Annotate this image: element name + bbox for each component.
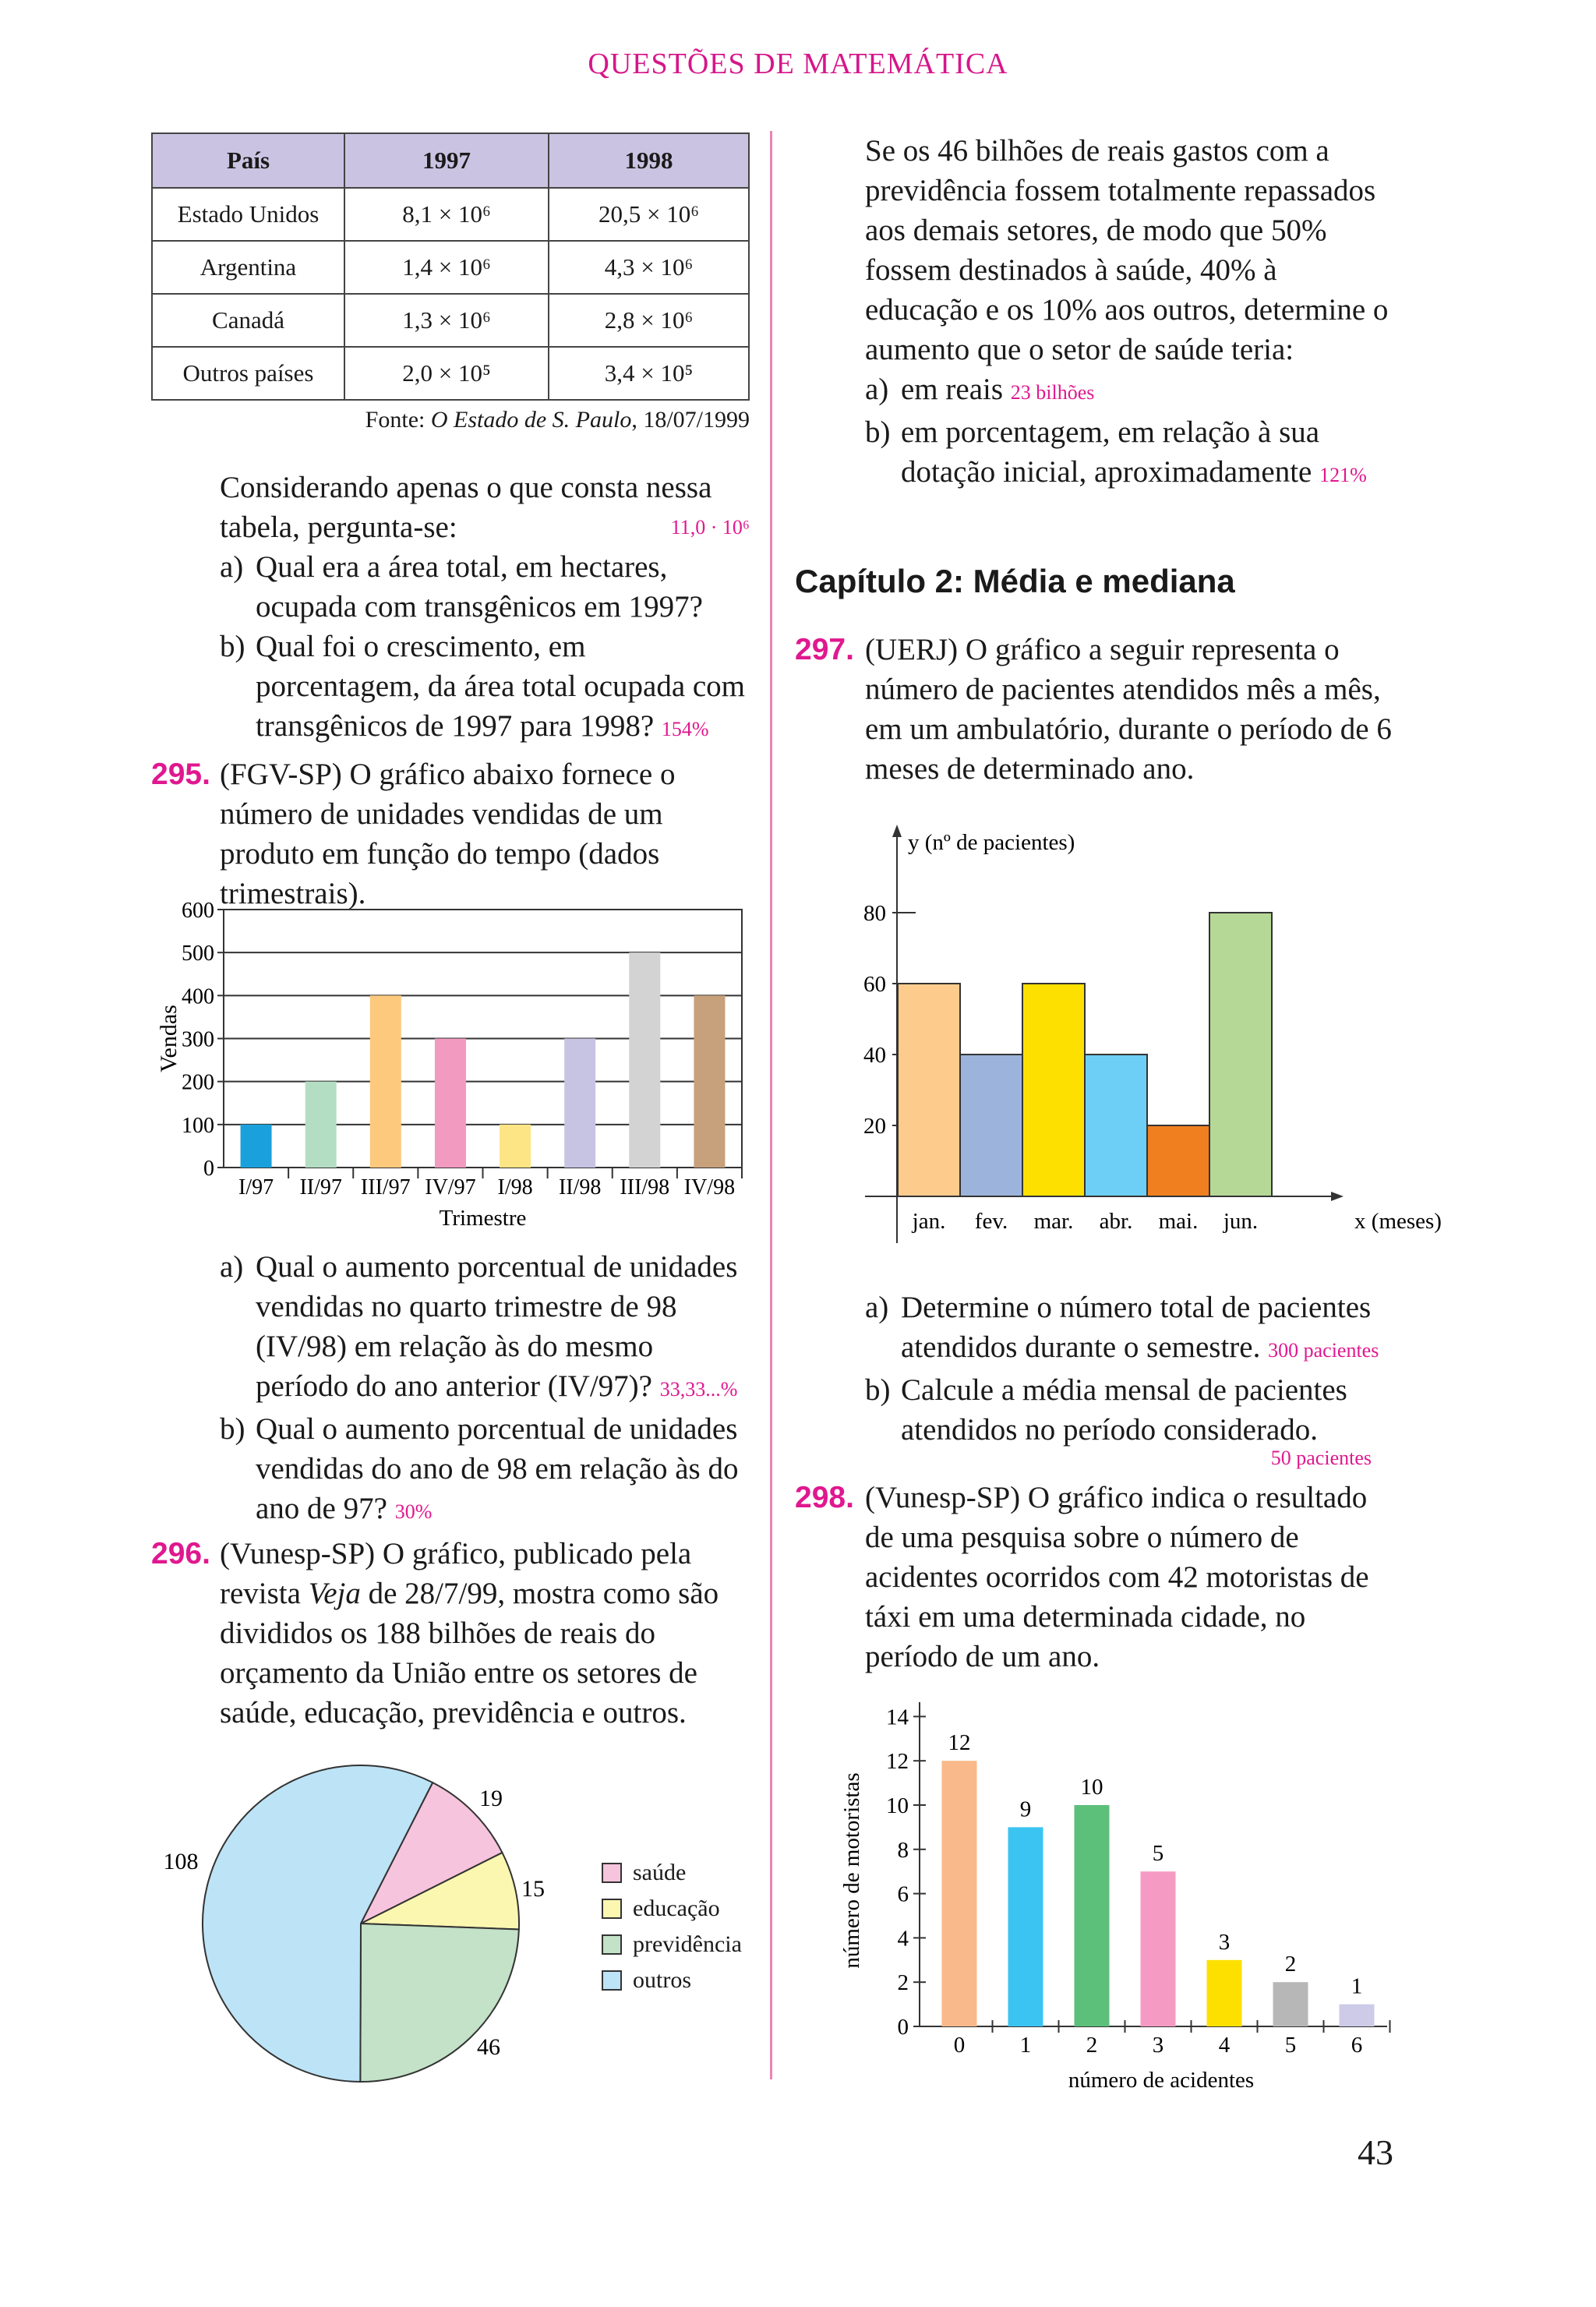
- item-text: em porcentagem, em relação à sua dotação inicial, aproximadamente: [901, 415, 1320, 489]
- legend-label: outros: [633, 1967, 691, 1993]
- q295-item-a: [220, 1247, 750, 1409]
- x-axis-label: x (meses): [1354, 1209, 1442, 1234]
- item-text: Qual o aumento porcentual de unidades vendidas no quarto trimestre de 98 (IV/98) em relação às do mesmo período do ano anterior (IV/97)?: [256, 1250, 738, 1403]
- y-tick-label: 2: [897, 1970, 909, 1996]
- item-text: Determine o número total de pacientes atendidos durante o semestre.: [901, 1291, 1372, 1364]
- magazine-name: Veja: [308, 1577, 361, 1610]
- patients-bar-chart: [842, 818, 1442, 1255]
- item-label: b): [220, 1412, 245, 1446]
- q297-item-b: [865, 1370, 1395, 1450]
- y-axis-label: Vendas: [156, 1005, 182, 1072]
- x-axis-label: número de acidentes: [1068, 2068, 1255, 2093]
- x-tick-label: III/97: [360, 1175, 411, 1199]
- item-label: a): [220, 550, 244, 584]
- q297-answer-b: 50 pacientes: [1270, 1447, 1372, 1469]
- x-tick-label: IV/97: [425, 1175, 476, 1199]
- q296-answer-a: 23 bilhões: [1010, 381, 1095, 404]
- chapter-heading: Capítulo 2: Média e mediana: [795, 563, 1235, 599]
- bar: [1022, 984, 1085, 1196]
- page-header: QUESTÕES DE MATEMÁTICA: [588, 48, 1008, 80]
- x-tick-label: fev.: [974, 1209, 1008, 1234]
- q295-answer-b: 30%: [394, 1500, 433, 1523]
- legend-swatch: [602, 1970, 622, 1991]
- legend-item: [602, 1927, 742, 1963]
- table-cell: 3,4 × 10⁵: [549, 347, 749, 400]
- chart-plot: [863, 825, 1442, 1243]
- bar: [1207, 1960, 1242, 2026]
- bar: [898, 984, 960, 1196]
- q294-block: [220, 468, 750, 749]
- x-tick-label: 3: [1152, 2033, 1164, 2058]
- page-number: 43: [1358, 2132, 1393, 2172]
- pie-legend: [602, 1855, 742, 1998]
- question-number: 296.: [151, 1537, 210, 1570]
- y-tick-label: 0: [203, 1157, 214, 1181]
- q294-answer-b: 154%: [661, 718, 709, 740]
- bar: [694, 995, 725, 1168]
- table-cell: Canadá: [152, 294, 344, 347]
- table-row: [152, 188, 749, 241]
- q296-block: [151, 1534, 750, 1733]
- bar: [1273, 1982, 1308, 2026]
- bar: [1008, 1827, 1043, 2026]
- y-tick-label: 60: [863, 972, 886, 997]
- x-tick-label: 5: [1284, 2033, 1297, 2058]
- table-cell: Estado Unidos: [152, 188, 344, 241]
- item-label: b): [865, 1373, 891, 1407]
- item-label: a): [865, 373, 889, 406]
- x-tick-label: jun.: [1223, 1209, 1259, 1234]
- table-cell: 1,3 × 10⁶: [344, 294, 549, 347]
- q296-answer-b: 121%: [1319, 464, 1367, 486]
- q297-items: [865, 1288, 1395, 1470]
- x-axis-arrow: [1331, 1192, 1344, 1201]
- q297-block: [795, 630, 1395, 789]
- q296-statement: [151, 1534, 750, 1733]
- data-label: 12: [948, 1730, 971, 1756]
- data-label: 5: [1152, 1841, 1164, 1867]
- item-text: Qual o aumento porcentual de unidades vendidas do ano de 98 em relação às do ano de 97?: [256, 1412, 739, 1525]
- x-tick-label: 0: [953, 2033, 966, 2058]
- source-prefix: Fonte:: [365, 407, 431, 433]
- x-tick-label: 4: [1218, 2033, 1231, 2058]
- table-source: [365, 407, 750, 433]
- legend-label: previdência: [633, 1931, 742, 1957]
- table-header: 1997: [344, 133, 549, 188]
- table-cell: Outros países: [152, 347, 344, 400]
- column-divider: [770, 131, 772, 2079]
- slice-label: 108: [163, 1849, 199, 1874]
- bar: [370, 995, 401, 1168]
- q294-answer-a: 11,0 · 10⁶: [670, 516, 750, 539]
- question-text: (UERJ) O gráfico a seguir representa o número de pacientes atendidos mês a mês, em um ambulatório, durante o período de 6 meses de determinado ano.: [865, 633, 1392, 786]
- table-row: [152, 347, 749, 400]
- x-tick-label: II/97: [299, 1175, 342, 1199]
- table-header: País: [152, 133, 344, 188]
- y-tick-label: 40: [863, 1043, 886, 1068]
- legend-item: [602, 1855, 742, 1891]
- q297-statement: [795, 630, 1395, 789]
- slice-label: 19: [479, 1786, 503, 1811]
- bar: [1340, 2005, 1375, 2026]
- table-cell: 1,4 × 10⁶: [344, 241, 549, 294]
- item-text: em reais: [901, 373, 1004, 406]
- question-text-pre: (Vunesp-SP) O gráfico, publicado pela revista: [220, 1537, 692, 1610]
- slice-label: 46: [477, 2034, 500, 2060]
- item-text: Calcule a média mensal de pacientes atendidos no período considerado.: [901, 1373, 1347, 1447]
- x-tick-label: IV/98: [683, 1175, 736, 1199]
- bar: [629, 952, 660, 1168]
- y-tick-label: 10: [886, 1793, 909, 1818]
- question-number: 297.: [795, 633, 854, 666]
- legend-item: [602, 1891, 742, 1927]
- q294-item-b: [220, 627, 750, 749]
- table-header-row: [152, 133, 749, 188]
- x-tick-label: III/98: [620, 1175, 670, 1199]
- data-label: 2: [1284, 1952, 1297, 1977]
- x-tick-label: I/97: [238, 1175, 274, 1199]
- legend-swatch: [602, 1863, 622, 1883]
- x-tick-label: 1: [1019, 2033, 1032, 2058]
- question-text: (Vunesp-SP) O gráfico indica o resultado de uma pesquisa sobre o número de acidentes ocorridos com 42 motoristas de táxi em uma determinada cidade, no período de um ano.: [865, 1481, 1369, 1673]
- chart-plot: [839, 1702, 1390, 2093]
- table-cell: 2,0 × 10⁵: [344, 347, 549, 400]
- bar: [564, 1039, 595, 1168]
- question-number: 298.: [795, 1481, 854, 1514]
- bar: [1085, 1055, 1147, 1196]
- item-label: b): [865, 415, 891, 449]
- y-tick-label: 8: [897, 1837, 909, 1863]
- y-tick-label: 80: [863, 901, 886, 926]
- x-tick-label: mar.: [1033, 1209, 1074, 1234]
- bar: [960, 1055, 1022, 1196]
- y-tick-label: 14: [886, 1705, 909, 1730]
- y-axis-label: y (nº de pacientes): [908, 830, 1075, 855]
- q294-item-a: [220, 547, 750, 627]
- q296-cont-text: Se os 46 bilhões de reais gastos com a previdência fossem totalmente repassados aos demais setores, de modo que 50% fossem destinados à saúde, 40% à educação e os 10% aos outros, determine o aumento que o setor de saúde teria:: [865, 134, 1389, 366]
- q298-statement: [795, 1478, 1395, 1676]
- x-tick-label: abr.: [1099, 1209, 1133, 1234]
- table-header: 1998: [549, 133, 749, 188]
- bar: [1141, 1871, 1176, 2026]
- sales-bar-chart: [148, 889, 756, 1255]
- y-axis-arrow: [892, 825, 902, 837]
- bar: [1209, 913, 1272, 1196]
- y-axis-label: número de motoristas: [839, 1772, 864, 1969]
- y-tick-label: 100: [182, 1113, 214, 1138]
- y-tick-label: 6: [897, 1881, 909, 1907]
- table-row: [152, 241, 749, 294]
- x-tick-label: 6: [1351, 2033, 1363, 2058]
- question-number: 295.: [151, 758, 210, 791]
- legend-swatch: [602, 1899, 622, 1919]
- bar: [1075, 1805, 1110, 2026]
- item-label: a): [220, 1250, 244, 1284]
- accidents-bar-chart: [834, 1691, 1418, 2104]
- q294-intro: Considerando apenas o que consta nessa tabela, pergunta-se:: [220, 471, 712, 544]
- q295-item-b: [220, 1409, 750, 1532]
- chart-plot: [164, 1765, 546, 2082]
- y-tick-label: 400: [182, 984, 214, 1009]
- table-cell: Argentina: [152, 241, 344, 294]
- x-tick-label: jan.: [912, 1209, 946, 1234]
- bar: [1147, 1125, 1209, 1196]
- table-row: [152, 294, 749, 347]
- q295-answer-a: 33,33...%: [659, 1378, 738, 1401]
- x-tick-label: I/98: [497, 1175, 533, 1199]
- chart-plot: [156, 899, 742, 1231]
- y-tick-label: 12: [886, 1749, 909, 1775]
- item-label: a): [865, 1291, 889, 1324]
- budget-pie-chart: [148, 1754, 545, 2097]
- q296-item-a: [865, 369, 1395, 412]
- y-tick-label: 0: [897, 2015, 909, 2040]
- y-tick-label: 200: [182, 1070, 214, 1095]
- q296-item-b: [865, 412, 1395, 495]
- q297-item-a: [865, 1288, 1395, 1370]
- source-date: , 18/07/1999: [631, 407, 750, 433]
- slice-label: 15: [521, 1876, 545, 1902]
- data-label: 9: [1019, 1796, 1032, 1822]
- data-label: 3: [1218, 1929, 1231, 1955]
- x-tick-label: 2: [1086, 2033, 1098, 2058]
- legend-label: educação: [633, 1895, 720, 1921]
- item-text: Qual era a área total, em hectares, ocupada com transgênicos em 1997?: [256, 550, 703, 624]
- item-label: b): [220, 630, 245, 663]
- y-tick-label: 300: [182, 1027, 214, 1052]
- data-label: 1: [1351, 1973, 1363, 1999]
- bar: [435, 1039, 466, 1168]
- y-tick-label: 20: [863, 1114, 886, 1139]
- q298-block: [795, 1478, 1395, 1676]
- question-text: (FGV-SP) O gráfico abaixo fornece o número de unidades vendidas de um produto em função do tempo (dados trimestrais).: [220, 758, 676, 910]
- table-cell: 2,8 × 10⁶: [549, 294, 749, 347]
- table-cell: 20,5 × 10⁶: [549, 188, 749, 241]
- source-title: O Estado de S. Paulo: [430, 407, 632, 433]
- q296-continuation: [865, 131, 1395, 495]
- table-cell: 8,1 × 10⁶: [344, 188, 549, 241]
- bar: [305, 1082, 337, 1168]
- item-text: Qual foi o crescimento, em porcentagem, da área total ocupada com transgênicos de 1997 para 1998?: [256, 630, 746, 743]
- bar: [942, 1761, 977, 2026]
- x-axis-label: Trimestre: [439, 1206, 527, 1231]
- q297-answer-a: 300 pacientes: [1268, 1339, 1379, 1362]
- data-label: 10: [1080, 1775, 1103, 1800]
- y-tick-label: 500: [182, 942, 214, 966]
- legend-label: saúde: [633, 1860, 687, 1885]
- y-tick-label: 600: [182, 899, 214, 923]
- bar: [500, 1125, 531, 1168]
- question-text-post: de 28/7/99, mostra como são divididos os 188 bilhões de reais do orçamento da União entre os setores de saúde, educação, previdência e outros.: [220, 1577, 719, 1729]
- data-table: [151, 132, 750, 401]
- x-tick-label: mai.: [1158, 1209, 1199, 1234]
- x-tick-label: II/98: [558, 1175, 602, 1199]
- q295-items: [220, 1247, 750, 1532]
- bar: [241, 1125, 272, 1168]
- legend-item: [602, 1963, 742, 1998]
- table-cell: 4,3 × 10⁶: [549, 241, 749, 294]
- legend-swatch: [602, 1934, 622, 1955]
- y-tick-label: 4: [897, 1926, 909, 1952]
